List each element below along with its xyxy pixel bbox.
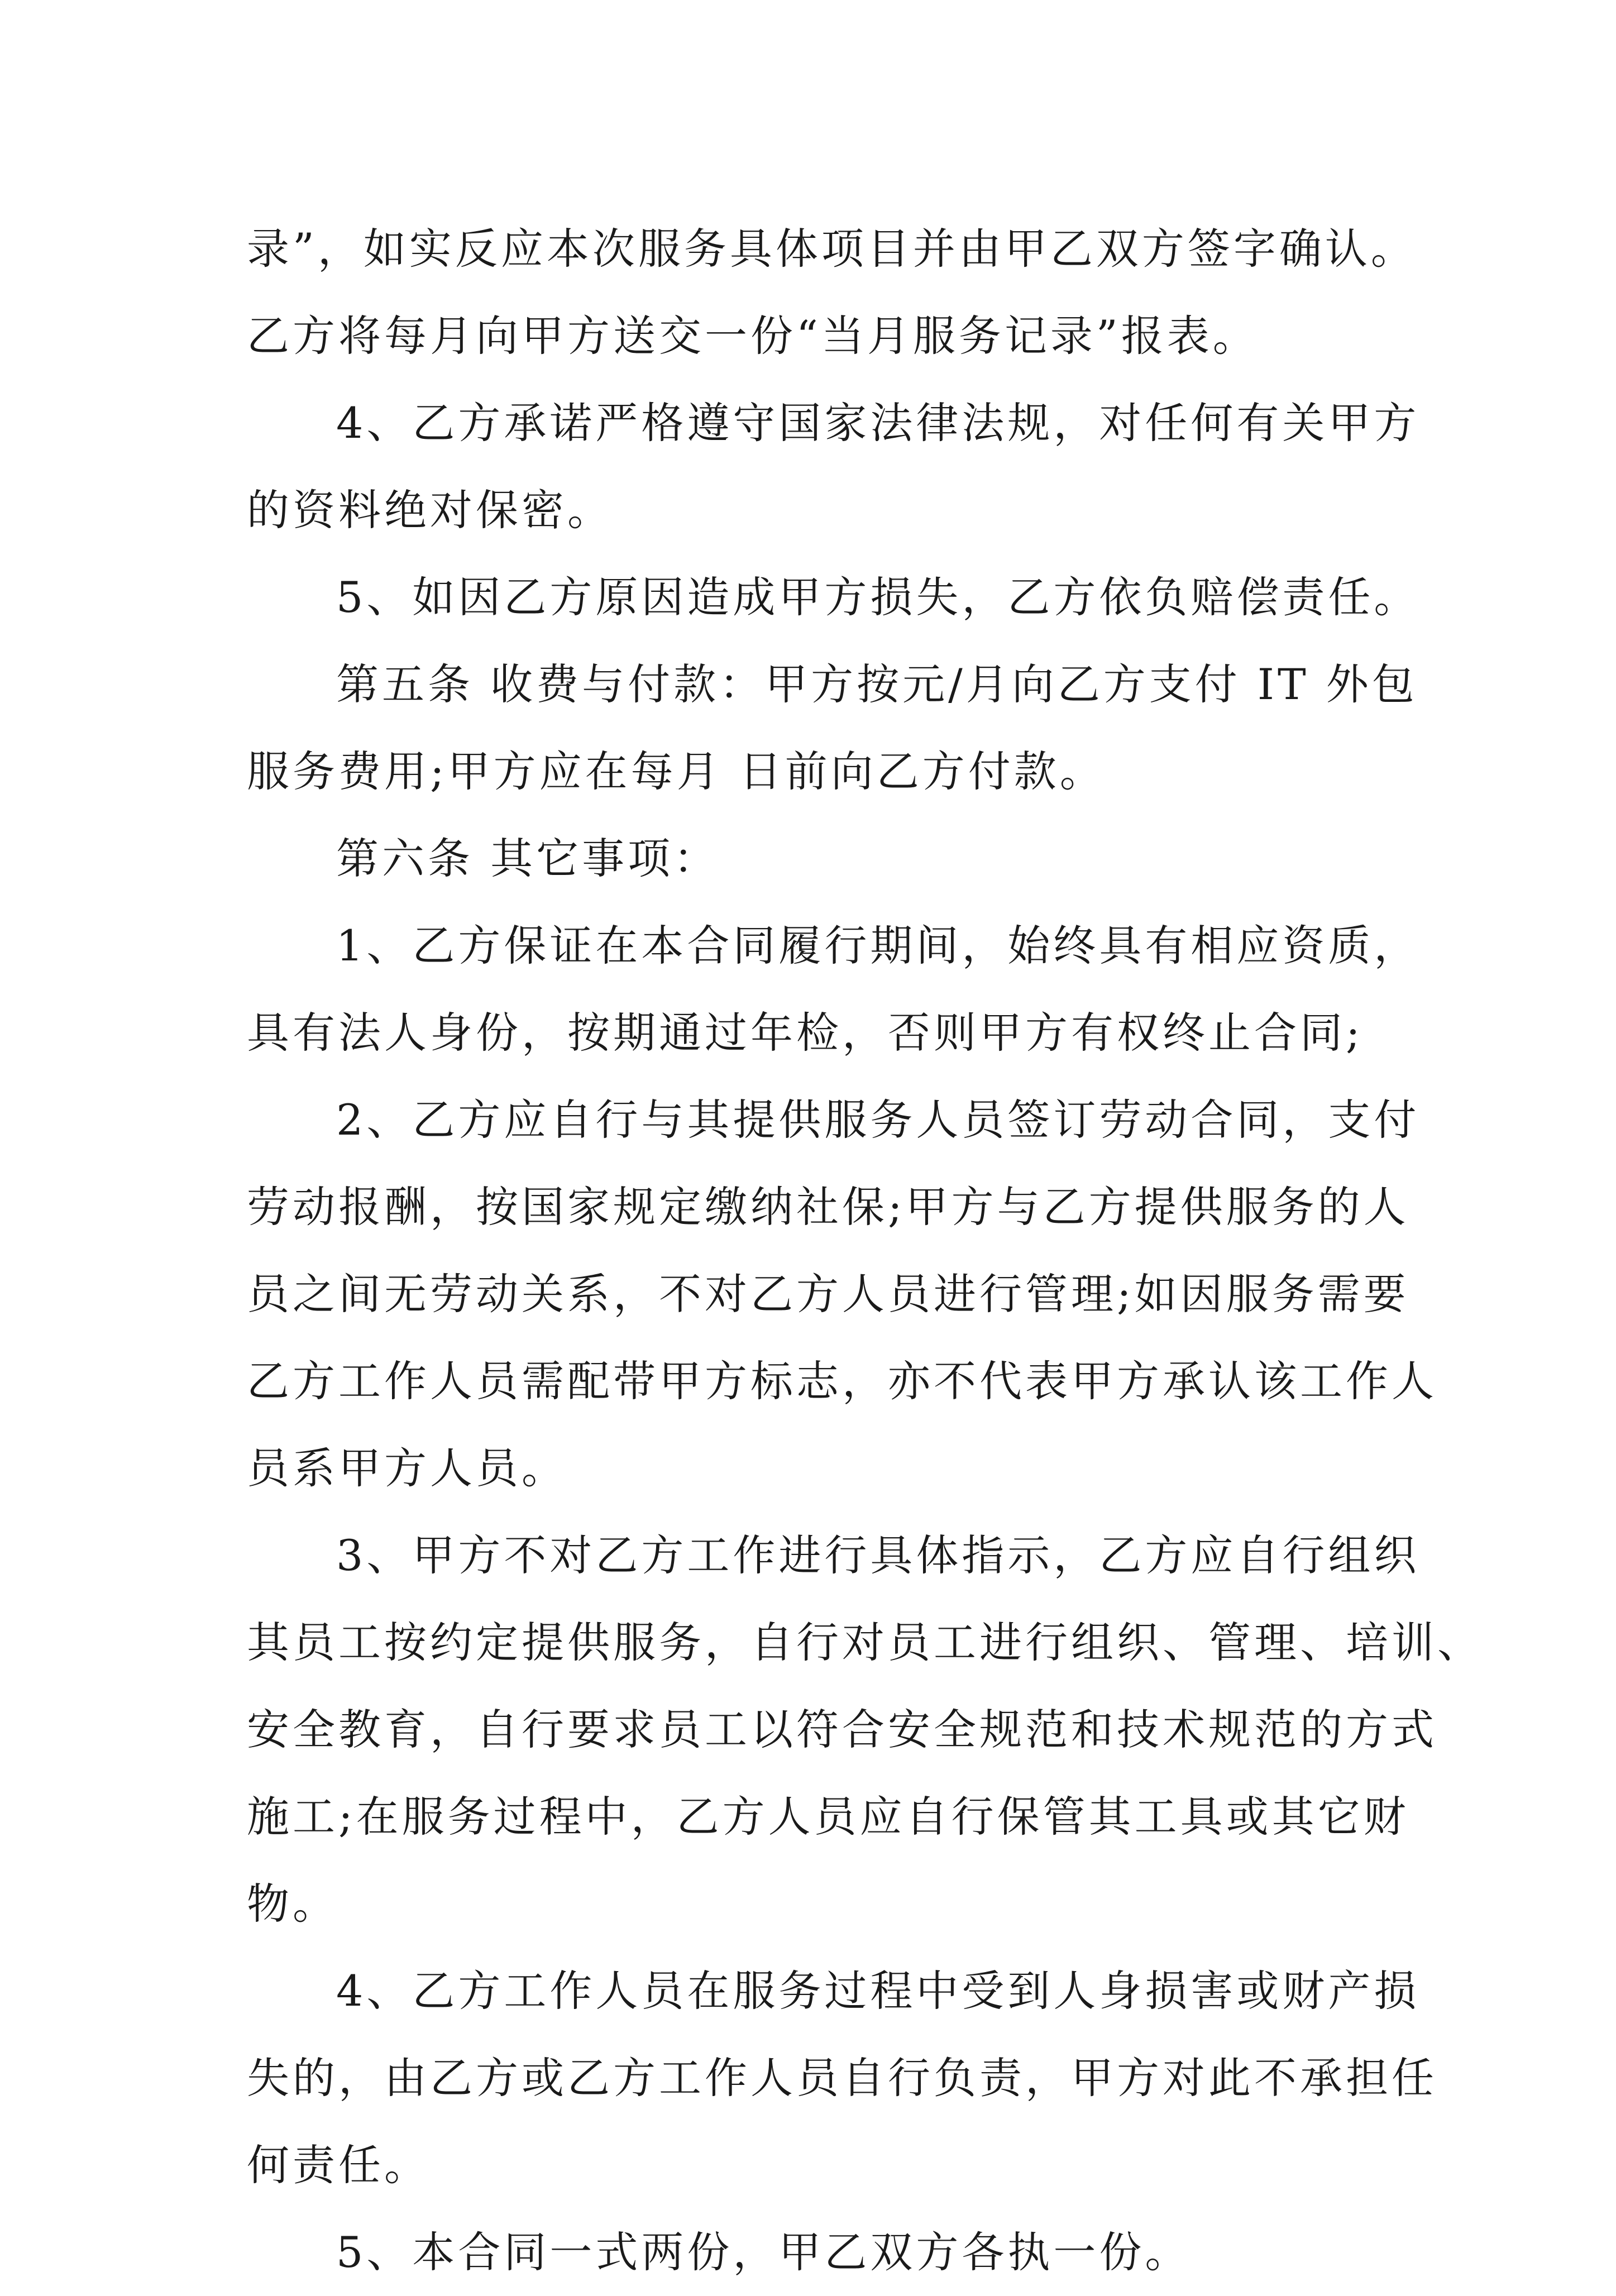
text-line: 物。 xyxy=(247,1879,338,1929)
section-heading: 第五条 收费与付款：甲方按元/月向乙方支付 IT 外包 xyxy=(336,659,1418,709)
text-line: 何责任。 xyxy=(247,2140,430,2190)
text-line: 服务费用;甲方应在每月 日前向乙方付款。 xyxy=(247,747,1106,796)
document-body xyxy=(247,205,1483,2296)
text-line: 其员工按约定提供服务，自行对员工进行组织、管理、培训、 xyxy=(247,1618,1483,1667)
section-heading: 第六条 其它事项： xyxy=(336,834,720,883)
text-line: 乙方将每月向甲方送交一份“当月服务记录”报表。 xyxy=(247,311,1259,361)
text-line: 施工;在服务过程中，乙方人员应自行保管其工具或其它财 xyxy=(247,1792,1409,1841)
text-line: 4、乙方工作人员在服务过程中受到人身损害或财产损 xyxy=(336,1966,1420,2016)
text-line: 员系甲方人员。 xyxy=(247,1443,567,1493)
text-line: 4、乙方承诺严格遵守国家法律法规，对任何有关甲方 xyxy=(336,398,1420,448)
text-line: 员之间无劳动关系，不对乙方人员进行管理;如因服务需要 xyxy=(247,1269,1409,1319)
text-line: 乙方工作人员需配带甲方标志，亦不代表甲方承认该工作人 xyxy=(247,1356,1437,1406)
text-line: 具有法人身份，按期通过年检，否则甲方有权终止合同; xyxy=(247,1008,1364,1058)
text-line: 1、乙方保证在本合同履行期间，始终具有相应资质， xyxy=(336,921,1420,970)
text-line: 劳动报酬，按国家规定缴纳社保;甲方与乙方提供服务的人 xyxy=(247,1182,1409,1232)
text-line: 5、如因乙方原因造成甲方损失，乙方依负赔偿责任。 xyxy=(336,572,1420,622)
text-line: 2、乙方应自行与其提供服务人员签订劳动合同，支付 xyxy=(336,1095,1420,1145)
text-line: 的资料绝对保密。 xyxy=(247,485,613,535)
text-line: 3、甲方不对乙方工作进行具体指示，乙方应自行组织 xyxy=(336,1530,1420,1580)
text-line: 录”，如实反应本次服务具体项目并由甲乙双方签字确认。 xyxy=(247,224,1417,274)
text-line: 5、本合同一式两份，甲乙双方各执一份。 xyxy=(336,2227,1191,2277)
text-line: 失的，由乙方或乙方工作人员自行负责，甲方对此不承担任 xyxy=(247,2053,1437,2103)
text-line: 安全教育，自行要求员工以符合安全规范和技术规范的方式 xyxy=(247,1705,1437,1754)
